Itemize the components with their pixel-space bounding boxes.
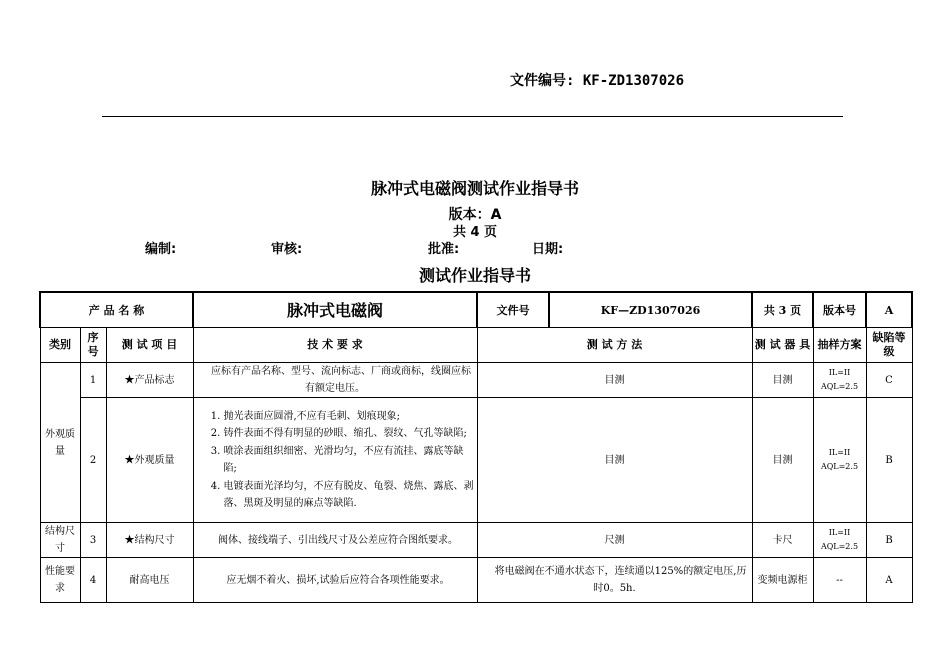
requirement-list-item: 4. 电镀表面光泽均匀，不应有脱皮、龟裂、烧焦、露底、剥落、黑斑及明显的麻点等缺陷. (224, 478, 475, 513)
file-number: KF—ZD1307026 (549, 292, 752, 328)
document-page-count: 共 4 页 (452, 225, 498, 240)
defect-cell: C (866, 363, 912, 398)
defect-cell: A (866, 558, 912, 603)
method-cell: 尺测 (477, 523, 752, 558)
sampling-cell (813, 523, 866, 558)
item-cell: ★产品标志 (106, 363, 193, 398)
document-version: 版本：A (448, 207, 502, 223)
version-label: 版本号 (813, 292, 866, 328)
category-cell: 性能要求 (40, 558, 80, 603)
sampling-aql: AQL=2.5 (820, 542, 859, 551)
tool-cell: 卡尺 (752, 523, 813, 558)
seq-cell: 4 (80, 558, 106, 603)
tool-cell: 目测 (752, 363, 813, 398)
version-value: A (866, 292, 912, 328)
header-rule (102, 116, 843, 117)
header-defect: 缺陷等级 (866, 328, 912, 363)
product-name-label: 产 品 名 称 (40, 292, 193, 328)
method-cell: 目测 (477, 363, 752, 398)
date-label: 日期: (532, 242, 564, 257)
requirement-cell (193, 398, 477, 523)
item-cell: ★结构尺寸 (106, 523, 193, 558)
header-tool: 测 试 器 具 (752, 328, 813, 363)
seq-cell: 2 (80, 398, 106, 523)
header-method: 测 试 方 法 (477, 328, 752, 363)
product-info-row (40, 292, 912, 328)
requirement-cell: 应无烟不着火、损坏,试验后应符合各项性能要求。 (193, 558, 477, 603)
document-number-value: KF-ZD1307026 (582, 73, 685, 89)
requirement-list-item: 1. 抛光表面应圆滑,不应有毛刺、划痕现象; (224, 408, 475, 426)
category-cell: 外观质量 (40, 363, 80, 523)
defect-cell: B (866, 523, 912, 558)
test-instruction-table (39, 291, 913, 603)
product-name: 脉冲式电磁阀 (193, 292, 477, 328)
requirement-list-item: 3. 喷涂表面组织细密、光滑均匀，不应有流挂、露底等缺陷; (224, 443, 475, 478)
method-cell: 将电磁阀在不通水状态下，连续通以125%的额定电压,历时0。5h. (477, 558, 752, 603)
table-row (40, 398, 912, 523)
approver-label: 批准: (428, 242, 460, 257)
sampling-inspection-level: IL=II (828, 448, 851, 457)
defect-cell: B (866, 398, 912, 523)
document-number-label: 文件编号: (510, 73, 575, 89)
table-row (40, 523, 912, 558)
editor-label: 编制: (145, 242, 177, 257)
item-cell: ★外观质量 (106, 398, 193, 523)
document-subtitle: 测试作业指导书 (418, 266, 531, 285)
reviewer-label: 审核: (271, 242, 303, 257)
item-cell: 耐高电压 (106, 558, 193, 603)
page-count: 共 3 页 (752, 292, 813, 328)
requirement-cell: 阀体、接线端子、引出线尺寸及公差应符合图纸要求。 (193, 523, 477, 558)
header-item: 测 试 项 目 (106, 328, 193, 363)
sampling-cell (813, 363, 866, 398)
category-cell: 结构尺寸 (40, 523, 80, 558)
sampling-aql: AQL=2.5 (820, 462, 859, 471)
tool-cell: 变频电源柜 (752, 558, 813, 603)
sampling-inspection-level: IL=II (828, 528, 851, 537)
sampling-cell (813, 398, 866, 523)
header-seq: 序号 (80, 328, 106, 363)
seq-cell: 1 (80, 363, 106, 398)
requirement-list-item: 2. 铸件表面不得有明显的砂眼、缩孔、裂纹、气孔等缺陷; (224, 425, 475, 443)
sampling-inspection-level: IL=II (828, 368, 851, 377)
header-sampling: 抽样方案 (813, 328, 866, 363)
sampling-aql: AQL=2.5 (820, 382, 859, 391)
table-row (40, 558, 912, 603)
method-cell: 目测 (477, 398, 752, 523)
seq-cell: 3 (80, 523, 106, 558)
document-title: 脉冲式电磁阀测试作业指导书 (370, 179, 579, 198)
file-number-label: 文件号 (477, 292, 549, 328)
table-row (40, 363, 912, 398)
tool-cell: 目测 (752, 398, 813, 523)
requirement-cell: 应标有产品名称、型号、流向标志、厂商或商标，线圈应标有额定电压。 (193, 363, 477, 398)
header-category: 类别 (40, 328, 80, 363)
requirement-list (196, 408, 475, 513)
column-header-row (40, 328, 912, 363)
header-requirement: 技 术 要 求 (193, 328, 477, 363)
sampling-cell: -- (813, 558, 866, 603)
document-number (510, 70, 684, 90)
